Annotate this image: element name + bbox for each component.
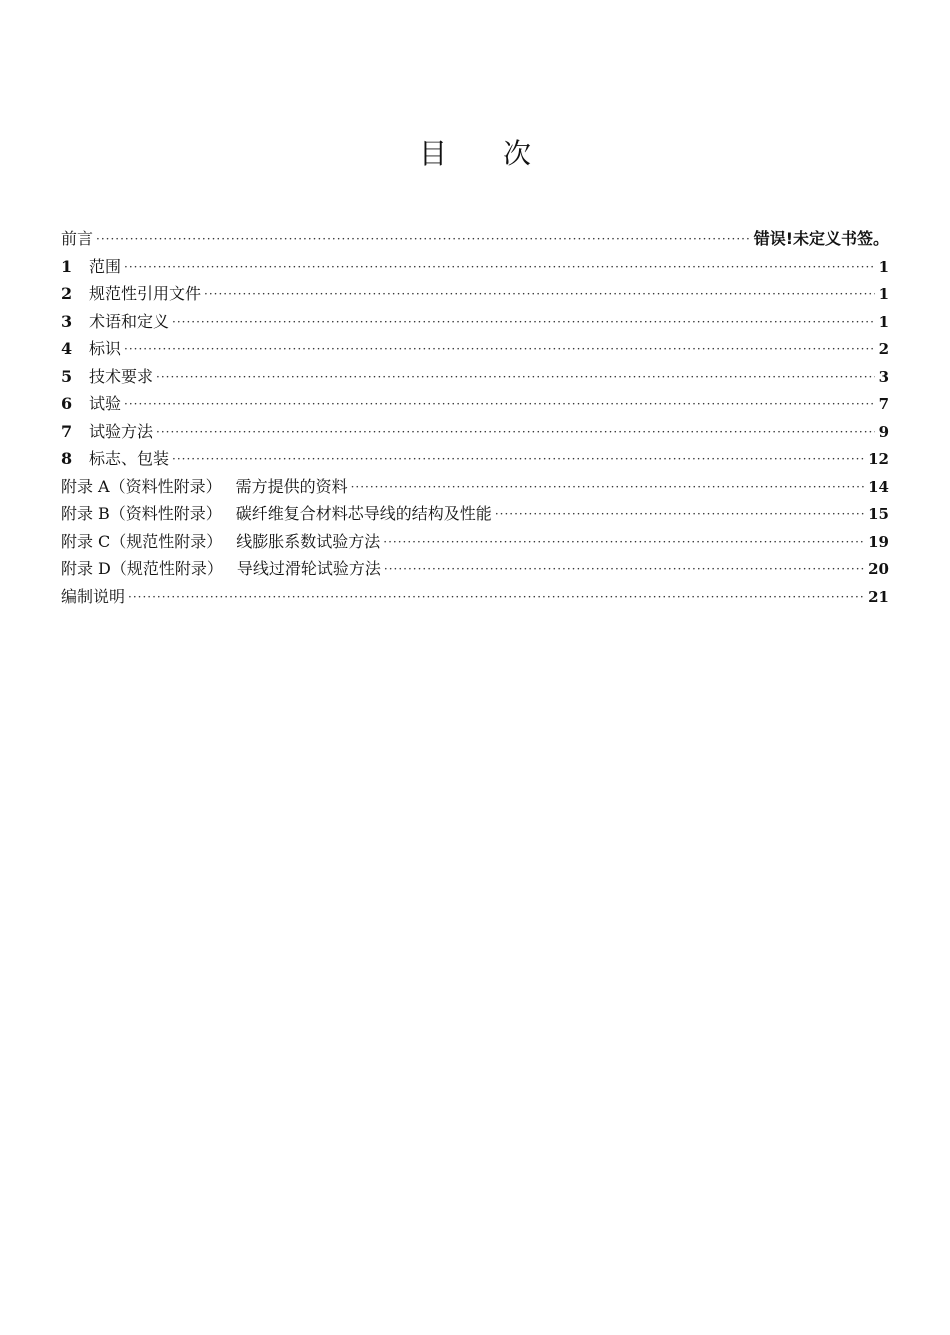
toc-entry-label: 试验方法 bbox=[89, 421, 154, 441]
toc-appendix-prefix: 附录 bbox=[61, 476, 94, 496]
toc-leader-dots bbox=[384, 556, 864, 584]
toc-page-number: 14 bbox=[868, 477, 889, 496]
toc-page-number: 9 bbox=[878, 422, 889, 441]
toc-appendix-letter: B bbox=[98, 504, 110, 523]
toc-leader-dots bbox=[495, 501, 864, 529]
toc-page-number: 1 bbox=[878, 257, 889, 276]
toc-entry-section-2[interactable] bbox=[61, 280, 889, 308]
toc-entry-preface[interactable] bbox=[61, 225, 889, 253]
toc-appendix-prefix: 附录 bbox=[61, 559, 94, 578]
toc-page-number: 19 bbox=[868, 532, 889, 551]
toc-leader-dots bbox=[128, 584, 864, 612]
toc-entry-label: 规范性引用文件 bbox=[89, 284, 202, 303]
toc-appendix-type: （资料性附录） bbox=[109, 476, 222, 496]
toc-page-number: 20 bbox=[868, 560, 889, 578]
toc-leader-dots bbox=[351, 474, 865, 502]
toc-entry-appendix-a[interactable] bbox=[61, 473, 889, 501]
toc-entry-label: 技术要求 bbox=[89, 366, 154, 386]
toc-appendix-prefix: 附录 bbox=[61, 504, 94, 523]
toc-leader-dots bbox=[172, 309, 875, 337]
toc-section-number: 8 bbox=[61, 449, 73, 468]
toc-page-number: 2 bbox=[878, 340, 889, 358]
toc-entry-notes[interactable] bbox=[61, 583, 889, 611]
title-char-right: 次 bbox=[503, 137, 532, 170]
toc-entry-appendix-c[interactable] bbox=[61, 528, 889, 556]
toc-leader-dots bbox=[172, 446, 864, 474]
toc-entry-label: 标识 bbox=[89, 339, 122, 358]
toc-entry-appendix-d[interactable] bbox=[61, 555, 889, 583]
toc-appendix-letter: D bbox=[98, 559, 111, 578]
toc-page-number: 7 bbox=[878, 395, 889, 413]
toc-entry-section-4[interactable] bbox=[61, 335, 889, 363]
toc-leader-dots bbox=[156, 419, 875, 447]
toc-leader-dots bbox=[96, 226, 750, 254]
toc-entry-label: 导线过滑轮试验方法 bbox=[236, 559, 381, 578]
toc-entry-label: 标志、包装 bbox=[89, 449, 170, 468]
toc-section-number: 2 bbox=[61, 284, 73, 303]
toc-page-number: 1 bbox=[878, 312, 889, 331]
toc-page-number: 21 bbox=[868, 587, 889, 606]
toc-section-number: 6 bbox=[61, 394, 73, 413]
toc-section-number: 5 bbox=[61, 366, 73, 386]
toc-appendix-type: （规范性附录） bbox=[110, 531, 223, 551]
toc-entry-label: 需方提供的资料 bbox=[235, 476, 348, 496]
toc-entry-section-8[interactable] bbox=[61, 445, 889, 473]
toc-leader-dots bbox=[124, 391, 875, 419]
page-title bbox=[0, 134, 950, 174]
toc-leader-dots bbox=[156, 364, 875, 392]
toc-entry-section-7[interactable] bbox=[61, 418, 889, 446]
toc-leader-dots bbox=[383, 529, 864, 557]
toc-appendix-type: （规范性附录） bbox=[110, 559, 223, 578]
toc-entry-label: 前言 bbox=[61, 229, 94, 248]
toc-entry-appendix-b[interactable] bbox=[61, 500, 889, 528]
toc-entry-section-1[interactable] bbox=[61, 253, 889, 281]
toc-entry-section-3[interactable] bbox=[61, 308, 889, 336]
toc-entry-label: 范围 bbox=[89, 256, 122, 276]
toc-entry-label: 术语和定义 bbox=[89, 311, 170, 331]
toc-leader-dots bbox=[204, 281, 875, 309]
toc-section-number: 1 bbox=[61, 256, 73, 276]
toc-section-number: 7 bbox=[61, 421, 73, 441]
toc-entry-section-6[interactable] bbox=[61, 390, 889, 418]
toc-appendix-letter: A bbox=[98, 476, 110, 496]
toc-page-number: 1 bbox=[878, 285, 889, 303]
toc-page-number: 15 bbox=[868, 505, 889, 523]
toc-page-number: 错误!未定义书签。 bbox=[753, 229, 889, 248]
toc-appendix-letter: C bbox=[98, 531, 111, 551]
toc-entry-section-5[interactable] bbox=[61, 363, 889, 391]
toc-entry-label: 试验 bbox=[89, 394, 122, 413]
toc-page-number: 12 bbox=[868, 450, 889, 468]
toc-entry-label: 编制说明 bbox=[61, 586, 126, 606]
toc-appendix-prefix: 附录 bbox=[61, 531, 94, 551]
toc-section-number: 4 bbox=[61, 339, 73, 358]
toc-leader-dots bbox=[124, 254, 875, 282]
toc-section-number: 3 bbox=[61, 311, 73, 331]
toc-entry-label: 碳纤维复合材料芯导线的结构及性能 bbox=[235, 504, 492, 523]
title-char-left: 目 bbox=[418, 137, 447, 170]
toc-appendix-type: （资料性附录） bbox=[109, 504, 222, 523]
toc-page-number: 3 bbox=[878, 367, 889, 386]
toc-leader-dots bbox=[124, 336, 875, 364]
table-of-contents bbox=[61, 225, 889, 610]
toc-entry-label: 线膨胀系数试验方法 bbox=[236, 531, 381, 551]
